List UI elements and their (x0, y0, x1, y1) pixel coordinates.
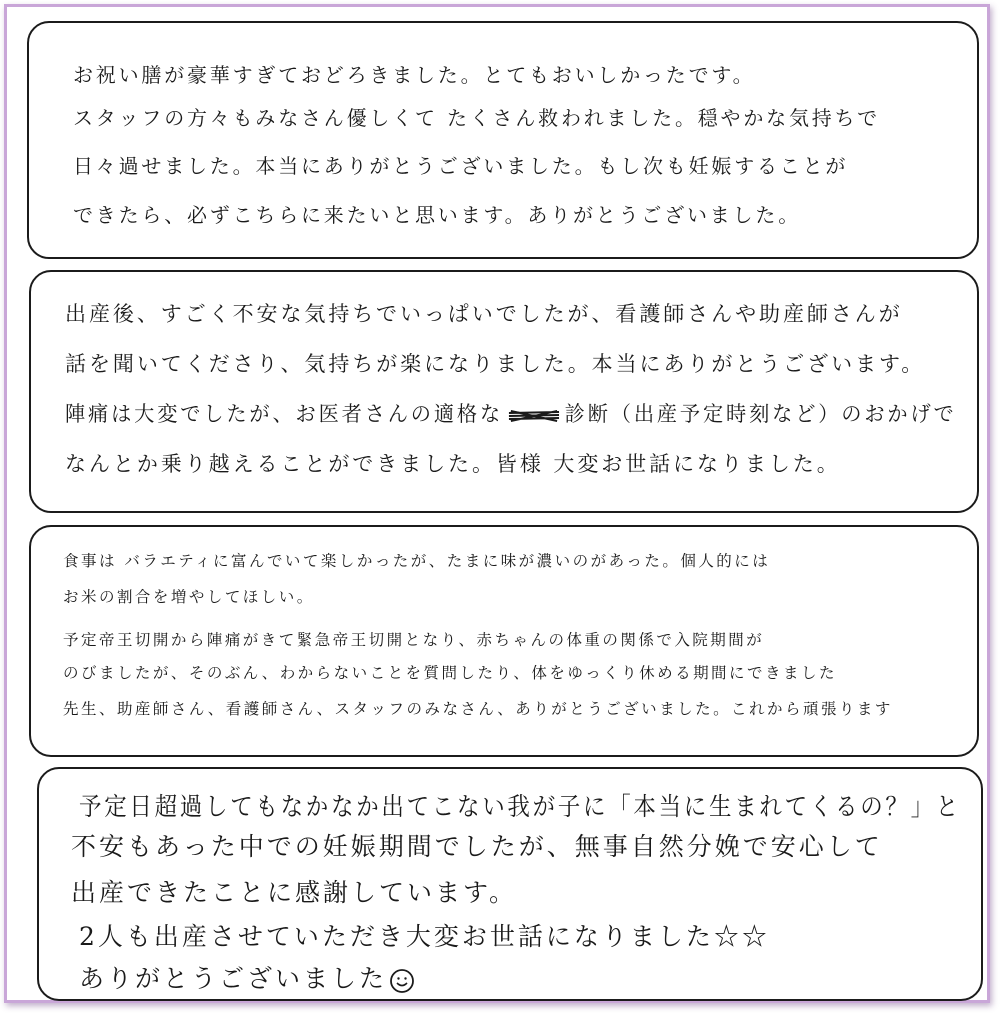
comment-1-line-3: 日々過せました。本当にありがとうございました。もし次も妊娠することが (73, 154, 849, 178)
comment-2-line-3-start: 陣痛は大変でしたが、お医者さんの適格な (65, 402, 504, 426)
comment-1-line-1: お祝い膳が豪華すぎておどろきました。とてもおいしかったです。 (73, 63, 756, 87)
comment-2-line-3 (65, 398, 957, 428)
comment-1-line-4: できたら、必ずこちらに来たいと思います。ありがとうございました。 (73, 203, 801, 227)
comment-card-4 (37, 767, 983, 1001)
smiley-face-icon (389, 968, 415, 994)
comment-4-line-5 (79, 959, 415, 995)
comment-3-line-4: のびましたが、そのぶん、わからないことを質問したり、体をゆっくり休める期間にできました (63, 664, 837, 682)
comment-card-1 (27, 21, 979, 259)
comment-card-3 (29, 525, 979, 757)
comment-4-line-5-text: ありがとうございました (79, 964, 388, 993)
comment-2-line-4: なんとか乗り越えることができました。皆様 大変お世話になりました。 (65, 452, 841, 476)
comment-2-line-2: 話を聞いてくださり、気持ちが楽になりました。本当にありがとうございます。 (65, 352, 926, 376)
comment-2-line-3-end: 診断（出産予定時刻など）のおかげで (564, 402, 957, 426)
comment-3-line-2: お米の割合を増やしてほしい。 (63, 588, 315, 606)
comment-4-line-3: 出産できたことに感謝しています。 (71, 878, 518, 907)
page-frame (4, 4, 990, 1003)
comment-3-line-1: 食事は バラエティに富んでいて楽しかったが、たまに味が濃いのがあった。個人的には (63, 552, 771, 570)
crossed-out-scribble (507, 409, 561, 423)
comment-3-line-5: 先生、助産師さん、看護師さん、スタッフのみなさん、ありがとうございました。これから頑張ります (63, 700, 893, 718)
comment-4-line-4: 2人も出産させていただき大変お世話になりました☆☆ (79, 922, 770, 951)
comment-4-line-1: 予定日超過してもなかなか出てこない我が子に「本当に生まれてくるの？」と (79, 792, 962, 821)
comment-4-line-2: 不安もあった中での妊娠期間でしたが、無事自然分娩で安心して (71, 832, 883, 861)
comment-3-line-3: 予定帝王切開から陣痛がきて緊急帝王切開となり、赤ちゃんの体重の関係で入院期間が (63, 631, 765, 649)
comment-2-line-1: 出産後、すごく不安な気持ちでいっぱいでしたが、看護師さんや助産師さんが (65, 302, 903, 326)
comment-card-2 (29, 270, 979, 513)
comment-1-line-2: スタッフの方々もみなさん優しくて たくさん救われました。穏やかな気持ちで (73, 106, 880, 130)
